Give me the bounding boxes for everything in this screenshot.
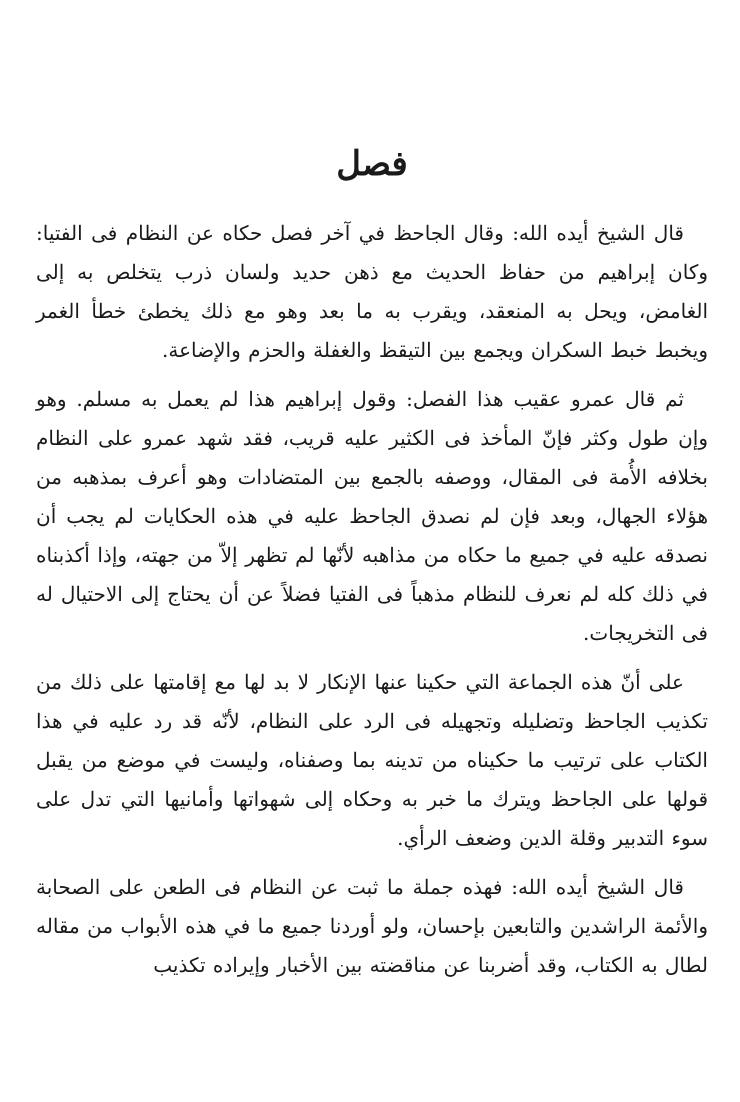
paragraph-2: ثم قال عمرو عقيب هذا الفصل: وقول إبراهيم هذا لم يعمل به مسلم. وهو وإن طول وكثر فإنّ المأخذ فى الكثير عليه قريب، فقد شهد عمرو على النظام بخلافه الأُمة فى المقال، ووصفه بالجمع بين المتضادات وهو أعرف بمذهبه من هؤلاء الجهال، وبعد فإن لم نصدق الجاحظ عليه في هذه الحكايات لم يجب أن نصدقه عليه في جميع ما حكاه من مذاهبه لأنّها لم تظهر إلاّ من جهته، وإذا أكذبناه في ذلك كله لم نعرف للنظام مذهباً فى الفتيا فضلاً عن أن يحتاج إلى الاحتيال له فى التخريجات. [36,387,708,645]
paragraph-4: قال الشيخ أيده الله: فهذه جملة ما ثبت عن النظام فى الطعن على الصحابة والأئمة الراشدين والتابعين بإحسان، ولو أوردنا جميع ما في هذه الأبواب من مقاله لطال به الكتاب، وقد أضربنا عن مناقضته بين الأخبار وإيراده تكذيب [36,875,708,977]
paragraph-1: قال الشيخ أيده الله: وقال الجاحظ في آخر فصل حكاه عن النظام فى الفتيا: وكان إبراهيم من حفاظ الحديث مع ذهن حديد ولسان ذرب يتخلص به إلى الغامض، ويحل به المنعقد، ويقرب به ما بعد وهو مع ذلك يخطئ خطأ الغمر ويخبط خبط السكران ويجمع بين التيقظ والغفلة والحزم والإضاعة. [36,221,708,362]
paragraph-3: على أنّ هذه الجماعة التي حكينا عنها الإنكار لا بد لها مع إقامتها على ذلك من تكذيب الجاحظ وتضليله وتجهيله فى الرد على النظام، لأنّه قد رد عليه في هذا الكتاب على ترتيب ما حكيناه من تدينه بما وصفناه، وليست في موضع من يقبل قولها على الجاحظ ويترك ما خبر به وحكاه إلى شهواتها وأمانيها التي تدل على سوء التدبير وقلة الدين وضعف الرأي. [36,670,709,850]
chapter-title: فصل [336,144,408,184]
body-text [36,214,708,985]
